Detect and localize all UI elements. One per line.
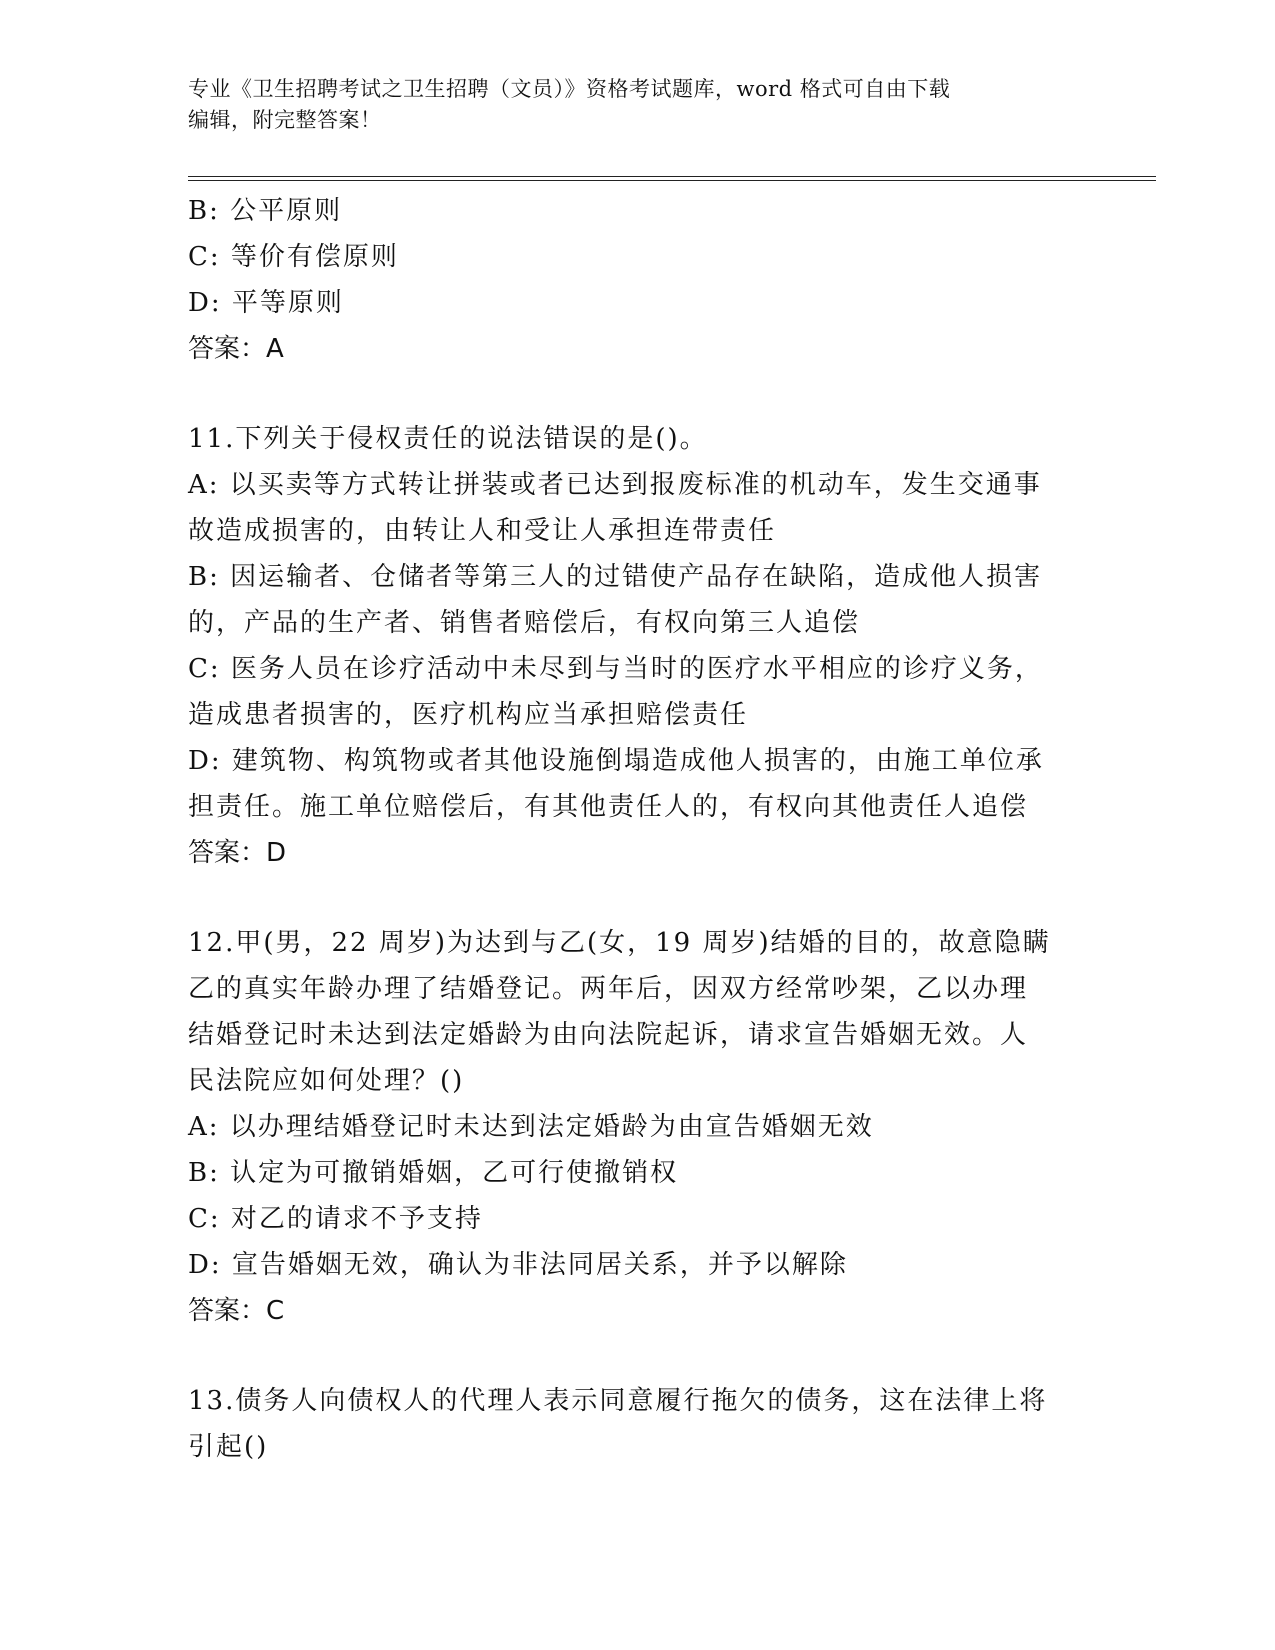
header-line-2: 编辑，附完整答案！ <box>188 108 382 132</box>
question-12 <box>188 920 1088 1334</box>
option-d: D: 建筑物、构筑物或者其他设施倒塌造成他人损害的，由施工单位承 <box>188 746 1044 776</box>
option-c: C: 对乙的请求不予支持 <box>188 1204 483 1234</box>
question-13 <box>188 1378 1088 1470</box>
header-line-1: 专业《卫生招聘考试之卫生招聘（文员）》资格考试题库，word 格式可自由下载 <box>188 77 951 101</box>
header-divider <box>188 176 1156 181</box>
option-d: D: 宣告婚姻无效，确认为非法同居关系，并予以解除 <box>188 1250 848 1280</box>
option-a: A: 以办理结婚登记时未达到法定婚龄为由宣告婚姻无效 <box>188 1112 874 1142</box>
answer-label: 答案：C <box>188 1296 285 1326</box>
option-c-cont: 造成患者损害的，医疗机构应当承担赔偿责任 <box>188 700 749 730</box>
document-header <box>188 74 1068 136</box>
question-stem: 13.债务人向债权人的代理人表示同意履行拖欠的债务，这在法律上将 <box>188 1386 1048 1416</box>
answer-label: 答案：A <box>188 334 284 364</box>
question-stem: 11.下列关于侵权责任的说法错误的是()。 <box>188 424 708 454</box>
option-b-cont: 的，产品的生产者、销售者赔偿后，有权向第三人追偿 <box>188 608 861 638</box>
question-stem: 12.甲(男，22 周岁)为达到与乙(女，19 周岁)结婚的目的，故意隐瞒 <box>188 928 1051 958</box>
previous-question-tail <box>188 188 1088 372</box>
question-11 <box>188 416 1088 876</box>
question-stem-cont: 乙的真实年龄办理了结婚登记。两年后，因双方经常吵架，乙以办理 <box>188 974 1029 1004</box>
question-stem-cont: 民法院应如何处理？() <box>188 1066 465 1096</box>
option-a-cont: 故造成损害的，由转让人和受让人承担连带责任 <box>188 516 777 546</box>
option-c: C: 等价有偿原则 <box>188 242 399 272</box>
option-c: C: 医务人员在诊疗活动中未尽到与当时的医疗水平相应的诊疗义务， <box>188 654 1043 684</box>
option-a: A: 以买卖等方式转让拼装或者已达到报废标准的机动车，发生交通事 <box>188 470 1042 500</box>
option-b: B: 公平原则 <box>188 196 343 226</box>
option-d-cont: 担责任。施工单位赔偿后，有其他责任人的，有权向其他责任人追偿 <box>188 792 1029 822</box>
question-stem-cont: 引起() <box>188 1432 269 1462</box>
option-b: B: 因运输者、仓储者等第三人的过错使产品存在缺陷，造成他人损害 <box>188 562 1043 592</box>
option-b: B: 认定为可撤销婚姻，乙可行使撤销权 <box>188 1158 679 1188</box>
question-stem-cont: 结婚登记时未达到法定婚龄为由向法院起诉，请求宣告婚姻无效。人 <box>188 1020 1029 1050</box>
question-list <box>188 188 1088 1470</box>
option-d: D: 平等原则 <box>188 288 344 318</box>
answer-label: 答案：D <box>188 838 287 868</box>
